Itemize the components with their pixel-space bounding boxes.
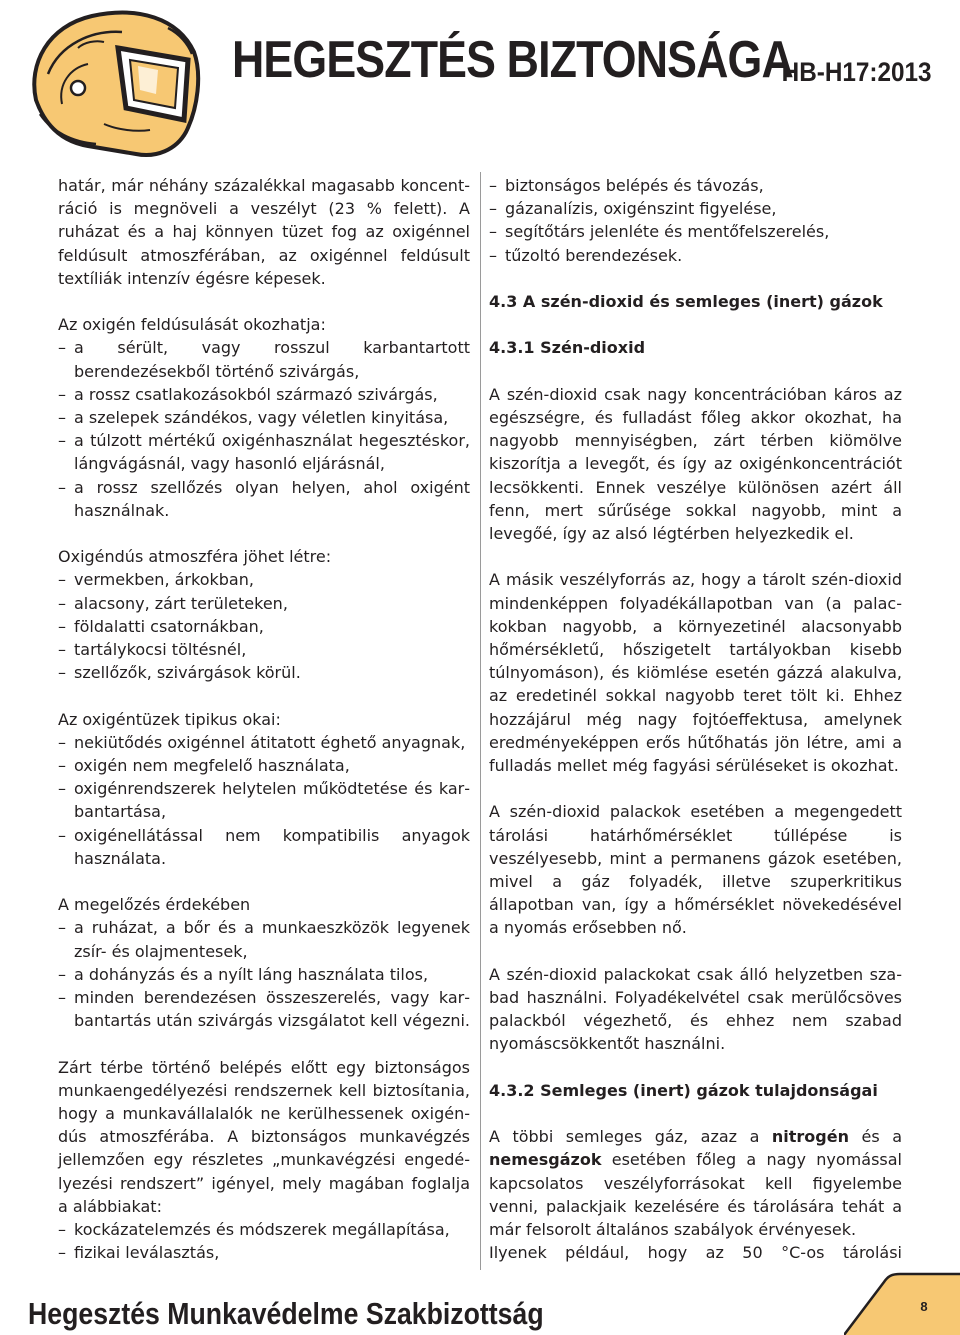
bold-term: nemesgázok [489,1150,602,1170]
section-heading: 4.3 A szén-dioxid és semleges (inert) gázok [489,292,883,311]
text-run: és a [849,1127,903,1147]
paragraph: Zárt térbe történő belépés előtt egy biztonságos munkaengedélyezési rendszernek kell biztosítania, hogy a munkavállalalók ne kerülhessenek oxigéndús atmoszférába. A biztonságos munkavégzés jellemzően egy részletes „munkavégzési engedélyezési rendszert” igényel, mely magában foglalja a alábbiakat: [58,1057,470,1216]
list-item: – nekiütődés oxigénnel átitatott éghető anyagnak, [58,731,470,754]
list-item: – a sérült, vagy rosszul karbantartott berendezésekből történő szivárgás, [58,336,470,382]
list-item: – szellőzők, szivárgások körül. [58,661,470,684]
list-intro: A megelőzés érdekében [58,895,251,915]
list-item: – fizikai leválasztás, [58,1241,470,1264]
list-intro: Az oxigén feldúsulását okozhatja: [58,315,326,335]
list-item: – biztonságos belépés és távozás, [489,174,902,197]
paragraph [489,1125,902,1241]
page-title: HEGESZTÉS BIZTONSÁGA [232,31,793,89]
paragraph: Ilyenek például, hogy az 50 °C-os tárolási [489,1243,902,1263]
list-item: – a túlzott mértékű oxigénhasználat hegesztéskor, lángvágásnál, vagy hasonló eljárásnál, [58,429,470,475]
list-item: – oxigénrendszerek helytelen működtetése és karbantartása, [58,777,470,823]
bold-term: nitrogén [771,1127,849,1147]
paragraph: A másik veszélyforrás az, hogy a tárolt szén-dioxid mindenképpen folyadékállapotban van (a palackokban nagyobb, a környezetinél alacsonyabb hőmérsékletű, hőszigetelt tartályokban kisebb túlnyomáson), és kiömlése esetén gázzá alakulva, az eredetinél sokkal nagyobb teret tölt ki. Ehhez hozzájárul még nagy fojtóeffektusa, amelynek eredményeképpen erős hűtőhatás jön létre, ami a fulladás mellet még fagyási sérüléseket is okozhat. [489,570,902,776]
oxygen-enrichment-causes-list [58,336,470,522]
list-item: – földalatti csatornákban, [58,615,470,638]
list-item: – tűzoltó berendezések. [489,244,902,267]
list-item: – a szelepek szándékos, vagy véletlen kinyitása, [58,406,470,429]
list-item: – kockázatelemzés és módszerek megállapítása, [58,1218,470,1241]
oxygen-fire-causes-list [58,731,470,870]
list-intro: Oxigéndús atmoszféra jöhet létre: [58,547,332,567]
paragraph: határ, már néhány százalékkal magasabb koncentráció is megnöveli a veszélyt (23 % felett). A ruházat és a haj könnyen tüzet fog az oxigénnel feldúsult atmoszférában, az oxigénnel feldúsult textíliák intenzív égésre képesek. [58,176,470,288]
document-code: HB-H17:2013 [782,57,932,87]
list-item: – a rossz szellőzés olyan helyen, ahol oxigént használnak. [58,476,470,522]
list-item: – alacsony, zárt területeken, [58,592,470,615]
list-item: – oxigénellátással nem kompatibilis anyagok használata. [58,824,470,870]
list-item: – oxigén nem megfelelő használata, [58,754,470,777]
welding-helmet-icon [18,4,208,164]
list-item: – minden berendezésen összeszerelés, vagy karbantartás után szivárgás vizsgálatot kell végezni. [58,986,470,1032]
list-item: – a rossz csatlakozásokból származó szivárgás, [58,383,470,406]
subsection-heading: 4.3.2 Semleges (inert) gázok tulajdonságai [489,1080,878,1100]
text-run: A többi semleges gáz, azaz a [489,1127,772,1147]
list-item: – gázanalízis, oxigénszint figyelése, [489,197,902,220]
page-tab-shape [844,1268,960,1335]
permit-system-list-continued [489,174,902,267]
subsection-heading: 4.3.1 Szén-dioxid [489,338,646,358]
list-item: – a dohányzás és a nyílt láng használata tilos, [58,963,470,986]
left-column [58,174,470,1264]
list-intro: Az oxigéntüzek tipikus okai: [58,709,281,729]
right-column [489,174,902,1264]
permit-system-list [58,1218,470,1264]
paragraph: A szén-dioxid palackok esetében a megengedett tárolási határhőmérséklet túllépése is veszélyesebb, mint a permanens gázok esetében, mivel a gáz folyadék, illetve szuperkritikus állapotban van, így a hőmérséklet növekedésével a nyomás erősebben nő. [489,802,902,938]
page-number: 8 [920,1299,928,1314]
prevention-list [58,916,470,1032]
list-item: – a ruházat, a bőr és a munkaeszközök legyenek zsír- és olajmentesek, [58,916,470,962]
paragraph: A szén-dioxid palackokat csak álló helyzetben szabad használni. Folyadékelvétel csak merülőcsöves palackból végezhető, és ehhez nem szabad nyomáscsökkentőt használni. [489,964,902,1054]
list-item: – tartálykocsi töltésnél, [58,638,470,661]
list-item: – segítőtárs jelenléte és mentőfelszerelés, [489,220,902,243]
footer-organization: Hegesztés Munkavédelme Szakbizottság [28,1296,544,1331]
oxygen-rich-places-list [58,568,470,684]
list-item: – vermekben, árkokban, [58,568,470,591]
column-divider [480,172,481,1270]
paragraph: A szén-dioxid csak nagy koncentrációban káros az egészségre, és fulladást főleg akkor okozhat, ha nagyobb mennyiségben, zárt térben kiömölve kiszorítja a levegőt, és így az oxigénkoncentrációt lecsökkenti. Ennek veszélye különösen azért áll fenn, mert sűrűsége sokkal nagyobb, mint a levegőé, így az alsó légtérben helyezkedik el. [489,384,902,543]
text-run: esetében főleg a nagy nyomással kapcsolatos veszélyforrásokat kell figyelembe venni, palackjaik kezelésére és tárolására tehát a már felsorolt általános szabályok érvényesek. [489,1150,902,1240]
